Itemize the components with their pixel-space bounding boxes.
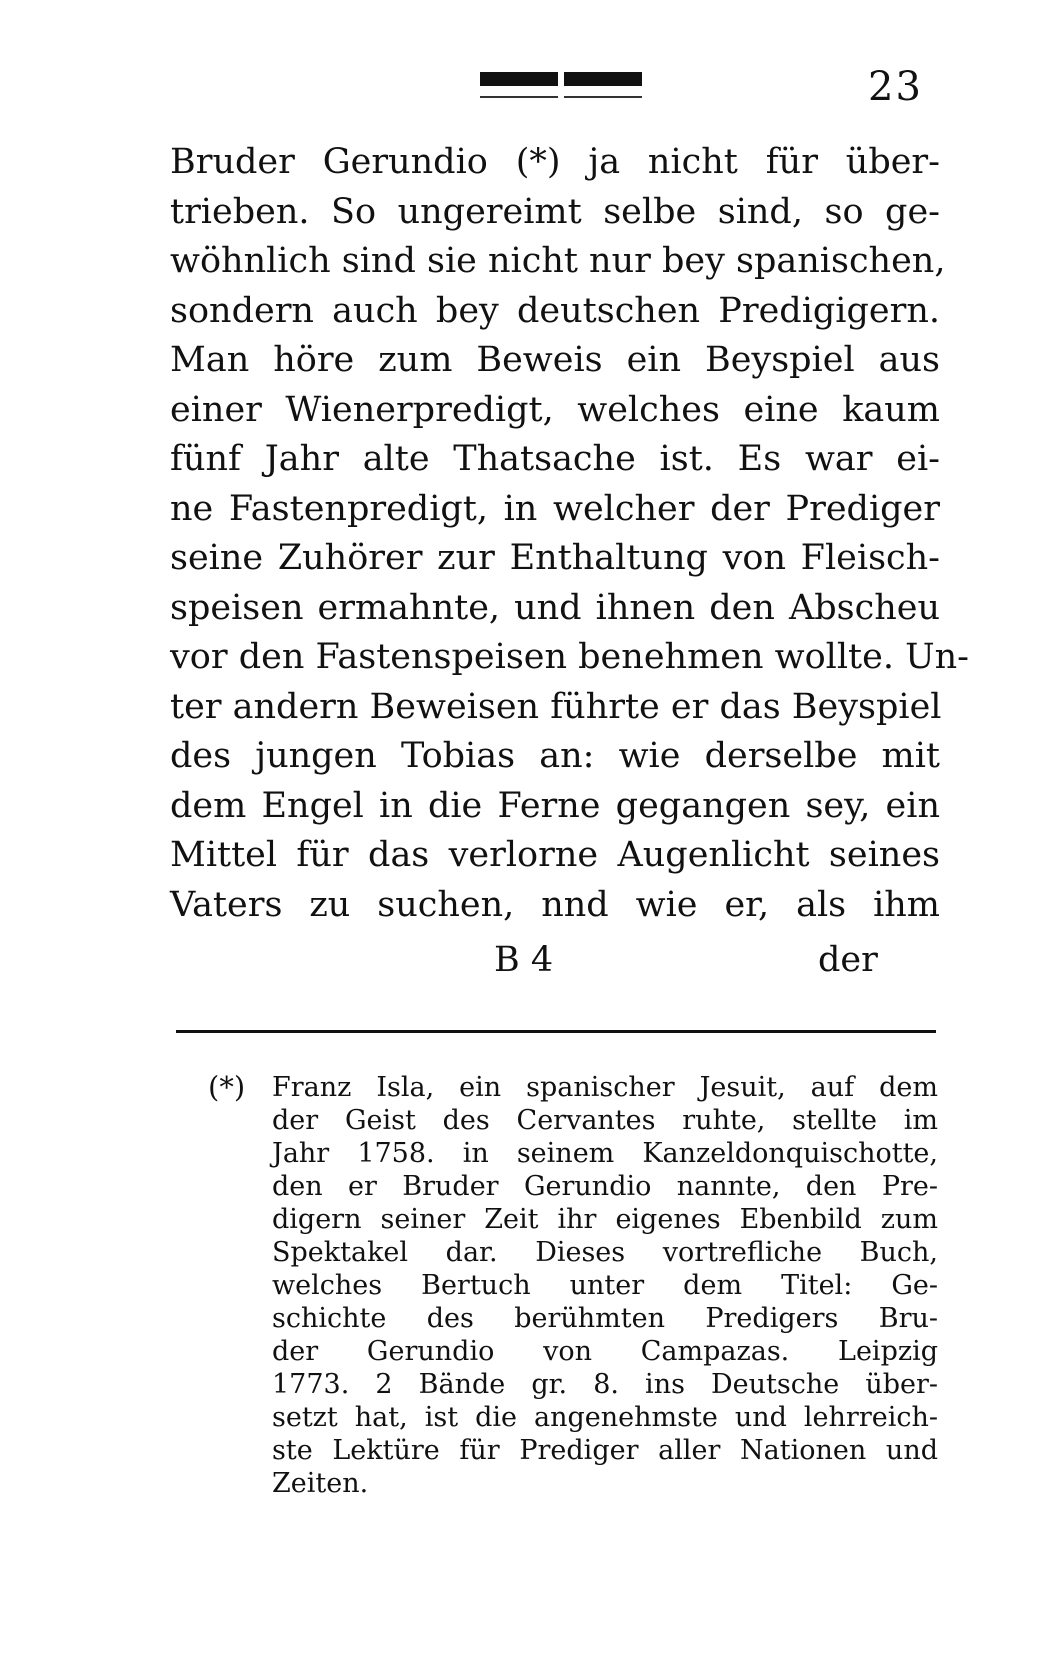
footnote bbox=[272, 1071, 938, 1500]
footnote-line: Franz Isla, ein spanischer Jesuit, auf dem bbox=[272, 1072, 938, 1103]
text-line: dem Engel in die Ferne gegangen sey, ein bbox=[170, 785, 940, 826]
footnote-line: 1773. 2 Bände gr. 8. ins Deutsche über- bbox=[272, 1369, 938, 1400]
footnote-line: Zeiten. bbox=[272, 1468, 369, 1499]
text-line: Bruder Gerundio (*) ja nicht für über- bbox=[170, 142, 940, 182]
catchword: der bbox=[818, 940, 878, 980]
ornament-rule bbox=[480, 96, 558, 98]
text-line: vor den Fastenspeisen benehmen wollte. Un- bbox=[170, 637, 969, 677]
footnote-line: den er Bruder Gerundio nannte, den Pre- bbox=[272, 1171, 938, 1202]
text-line: ter andern Beweisen führte er das Beyspiel bbox=[170, 686, 942, 727]
footnote-line: ste Lektüre für Prediger aller Nationen und bbox=[272, 1435, 938, 1466]
ornament-bar bbox=[564, 72, 642, 86]
footnote-line: setzt hat, ist die angenehmste und lehrreich- bbox=[272, 1402, 938, 1433]
footnote-line: Spektakel dar. Dieses vortrefliche Buch, bbox=[272, 1237, 938, 1268]
text-line: wöhnlich sind sie nicht nur bey spanischen, bbox=[170, 241, 946, 281]
page-number: 23 bbox=[868, 64, 923, 110]
footnote-line: schichte des berühmten Predigers Bru- bbox=[272, 1303, 938, 1334]
text-line: sondern auch bey deutschen Predigigern. bbox=[170, 290, 940, 331]
footnote-line: der Gerundio von Campazas. Leipzig bbox=[272, 1336, 938, 1367]
text-line: trieben. So ungereimt selbe sind, so ge- bbox=[170, 191, 940, 232]
ornament-rule bbox=[564, 96, 642, 98]
footnote-line: der Geist des Cervantes ruhte, stellte im bbox=[272, 1105, 938, 1136]
text-line: seine Zuhörer zur Enthaltung von Fleisch- bbox=[170, 538, 940, 578]
footnote-line: Jahr 1758. in seinem Kanzeldonquischotte, bbox=[272, 1138, 938, 1169]
text-line: Mittel für das verlorne Augenlicht seines bbox=[170, 835, 940, 875]
main-text bbox=[170, 138, 969, 930]
text-line: speisen ermahnte, und ihnen den Abscheu bbox=[170, 587, 940, 628]
text-line: des jungen Tobias an: wie derselbe mit bbox=[170, 736, 940, 776]
header-ornament bbox=[480, 72, 642, 102]
footnote-line: digern seiner Zeit ihr eigenes Ebenbild zum bbox=[272, 1204, 938, 1235]
text-line: ne Fastenpredigt, in welcher der Prediger bbox=[170, 488, 940, 529]
footnote-line: welches Bertuch unter dem Titel: Ge- bbox=[272, 1270, 938, 1301]
signature-mark: B 4 bbox=[494, 940, 554, 980]
text-line: Vaters zu suchen, nnd wie er, als ihm bbox=[170, 884, 940, 925]
ornament-bar bbox=[480, 72, 558, 86]
text-line: fünf Jahr alte Thatsache ist. Es war ei- bbox=[170, 439, 940, 479]
footnote-divider bbox=[176, 1030, 936, 1033]
footnote-marker: (*) bbox=[208, 1070, 246, 1104]
text-line: Man höre zum Beweis ein Beyspiel aus bbox=[170, 340, 940, 380]
text-line: einer Wienerpredigt, welches eine kaum bbox=[170, 389, 940, 430]
